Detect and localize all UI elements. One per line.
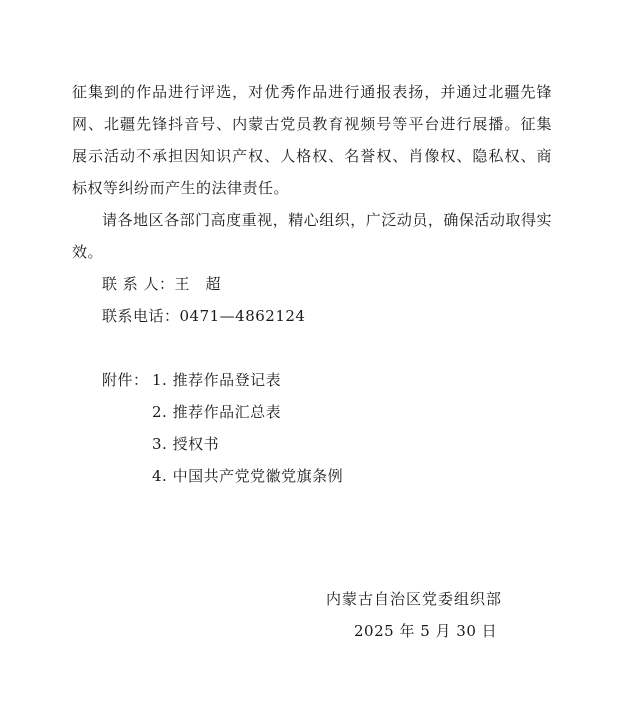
attachment-item: 2. 推荐作品汇总表	[152, 403, 282, 421]
signature-organization: 内蒙古自治区党委组织部	[326, 590, 503, 608]
paragraph-request: 请各地区各部门高度重视，精心组织，广泛动员，确保活动取得实效。	[72, 211, 552, 261]
attachment-item: 1. 推荐作品登记表	[152, 371, 282, 389]
attachment-item: 3. 授权书	[152, 435, 220, 453]
document-body	[72, 76, 552, 492]
contact-person: 联 系 人：王 超	[102, 275, 222, 293]
paragraph-evaluation: 征集到的作品进行评选，对优秀作品进行通报表扬，并通过北疆先锋网、北疆先锋抖音号、内蒙古党员教育视频号等平台进行展播。征集展示活动不承担因知识产权、人格权、名誉权、肖像权、隐私权、商标权等纠纷而产生的法律责任。	[72, 83, 552, 197]
attachments-label: 附件：	[102, 371, 149, 389]
signature-date: 2025 年 5 月 30 日	[354, 622, 498, 640]
blank-line	[72, 332, 552, 364]
contact-phone: 联系电话：0471—4862124	[102, 307, 306, 325]
attachment-row-1	[72, 364, 552, 396]
attachment-item: 4. 中国共产党党徽党旗条例	[152, 467, 344, 485]
